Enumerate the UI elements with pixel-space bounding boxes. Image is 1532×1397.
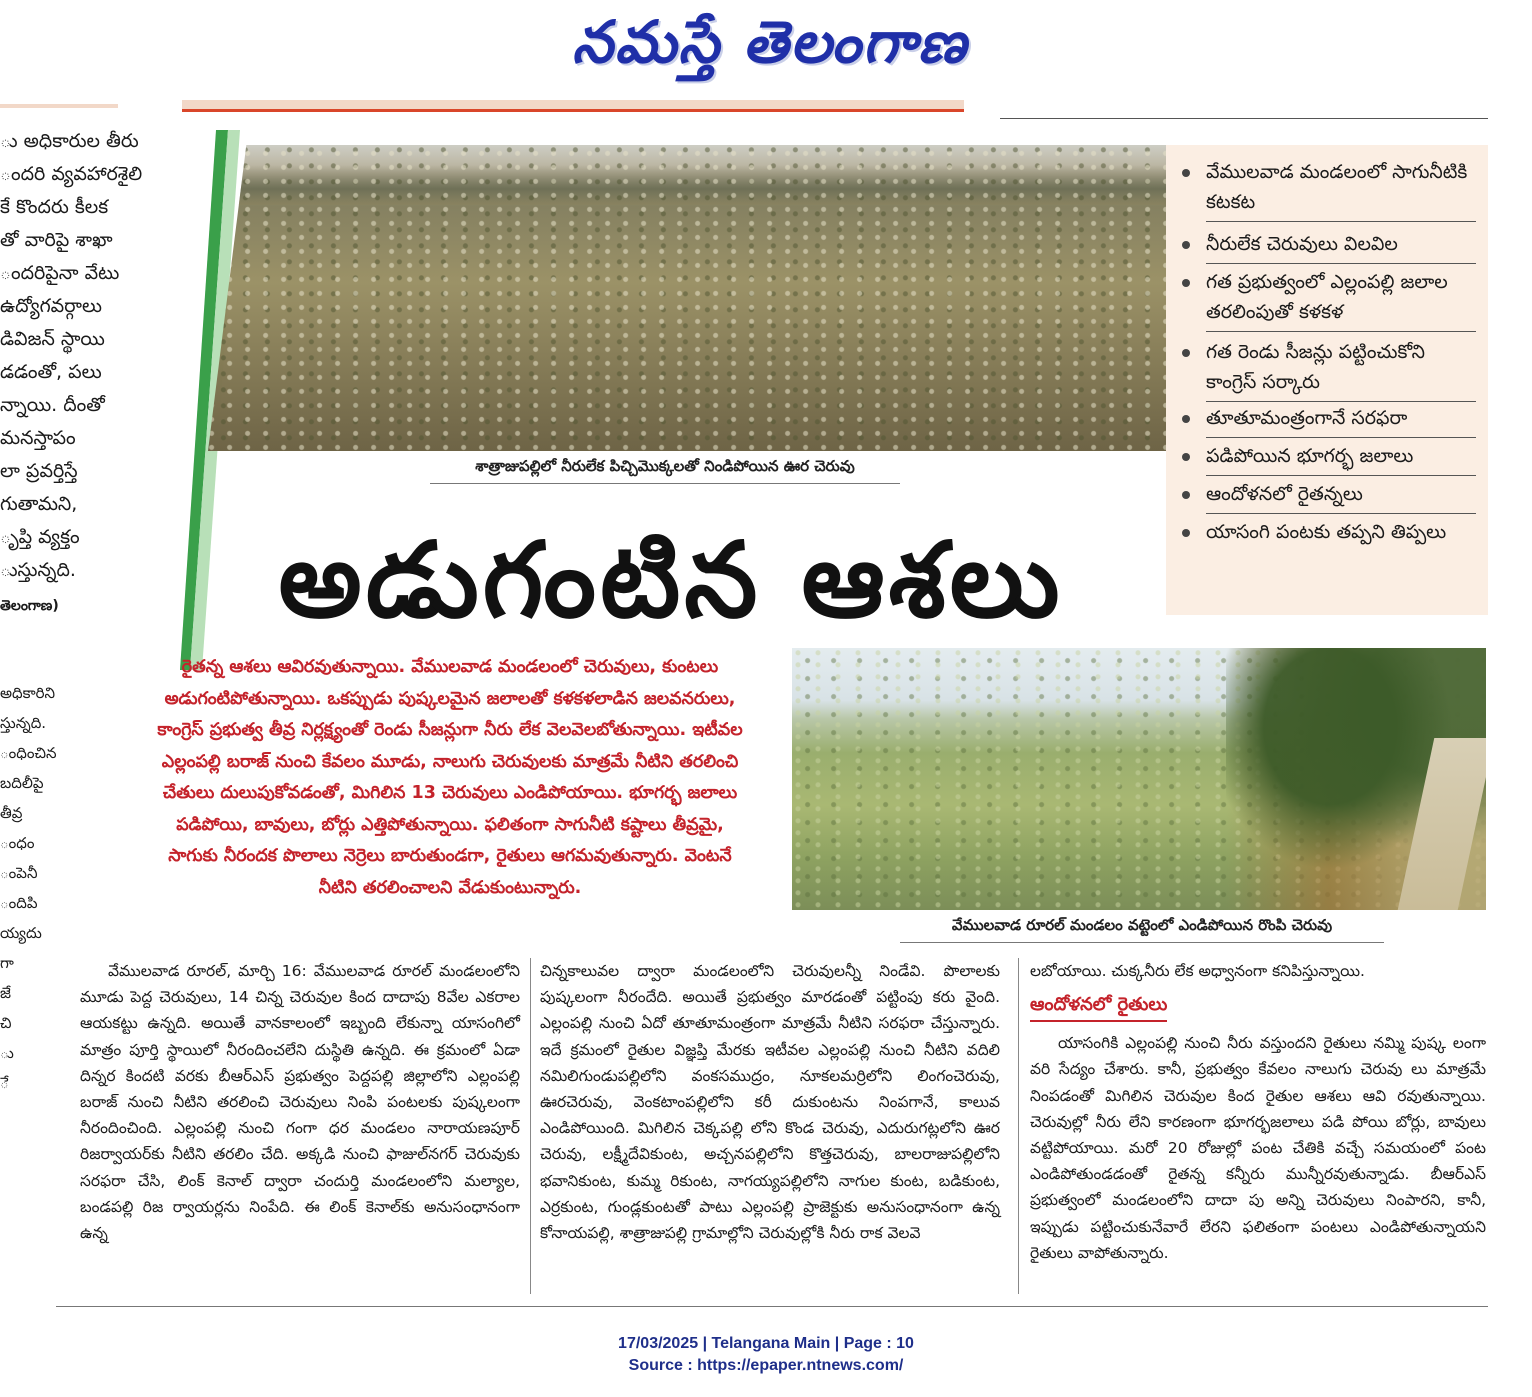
body-column-2 <box>540 958 1000 1246</box>
left-small-line: స్తున్నది. <box>0 714 47 732</box>
highlight-item <box>1182 267 1476 332</box>
left-small-line: తీవ్ర <box>0 804 23 822</box>
bullet-icon <box>1182 241 1190 249</box>
footer-date-page: 17/03/2025 | Telangana Main | Page : 10 <box>618 1335 914 1352</box>
left-line: ందరిపైనా వేటు <box>0 262 120 284</box>
highlight-text: పడిపోయిన భూగర్భ జలాలు <box>1206 441 1476 476</box>
highlight-item <box>1182 229 1476 264</box>
left-small-line: ంధం <box>0 834 35 852</box>
column-divider <box>1018 958 1019 1294</box>
highlight-text: తూతూమంత్రంగానే సరఫరా <box>1206 403 1476 438</box>
left-small-line: ే <box>0 1074 9 1092</box>
masthead-rule-right <box>1000 118 1488 119</box>
highlight-item <box>1182 479 1476 514</box>
body-paragraph: యాసంగికి ఎల్లంపల్లి నుంచి నీరు వస్తుందని రైతులు నమ్మి పుష్క లంగా వరి సేద్యం చేశారు. కానీ, ప్రభుత్వం కేవలం నాలుగు చెరువు లు మాత్రమే నింపడంతో మిగిలిన చెరువుల కింద రైతుల ఆశలు ఆవి రవుతున్నాయి. చెరువుల్లో నీరు లేని కారణంగా భూగర్భజలాలు పడి పోయి బోర్లు, బావులు వట్టిపోయాయి. మరో 20 రోజుల్లో పంట చేతికి వచ్చే సమయంలో పంట ఎండిపోతుండడంతో రైతన్న కన్నీరు మున్నీరవుతున్నాడు. బీఆర్ఎస్ ప్రభుత్వంలో మండలంలోని దాదా పు అన్ని చెరువులు నింపారని, కానీ, ఇప్పుడు పట్టించుకునేవారే లేరని ఫలితంగా పంటలు ఎండిపోతున్నాయని రైతులు వాపోతున్నారు. <box>1030 1034 1486 1262</box>
highlight-text: నీరులేక చెరువులు విలవిల <box>1206 229 1476 264</box>
lake-photo-dry <box>792 648 1486 910</box>
left-small-line: జే <box>0 984 11 1002</box>
bottom-rule <box>56 1306 1488 1307</box>
left-line: ృప్తి వ్యక్తం <box>0 526 80 548</box>
highlight-item <box>1182 157 1476 222</box>
highlight-text: గత ప్రభుత్వంలో ఎల్లంపల్లి జలాల తరలింపుతో కళకళ <box>1206 267 1476 332</box>
footer-source: Source : https://epaper.ntnews.com/ <box>628 1357 904 1374</box>
subheading: ఆందోళనలో రైతులు <box>1030 990 1167 1022</box>
body-paragraph: చిన్నకాలువల ద్వారా మండలంలోని చెరువులన్నీ నిండేవి. పొలాలకు పుష్కలంగా నీరందేది. అయితే ప్రభుత్వం మారడంతో పట్టింపు కరు వైంది. ఎల్లంపల్లి నుంచి ఏదో తూతూమంత్రంగా మాత్రమే నీటిని సరఫరా చేస్తున్నారు. ఇదే క్రమంలో రైతుల విజ్ఞప్తి మేరకు ఇటీవల ఎల్లంపల్లి నుంచి నీటిని వదిలి నమిలిగుండుపల్లిలోని వంకసముద్రం, నూకలమర్రిలోని లింగంచెరువు, ఊరచెరువు, వెంకటాంపల్లిలోని కరీ దుకుంటను నింపగానే, కాలువ ఎండిపోయింది. మిగిలిన చెక్కపల్లి లోని కొండ చెరువు, ఎదురుగట్లలోని ఊర చెరువు, లక్ష్మీదేవికుంట, అచ్చనపల్లిలోని కొత్తచెరువు, బాలరాజుపల్లిలోని భవానికుంట, కుమ్మ రికుంట, నాగయ్యపల్లిలోని నాగుల కుంట, బడికుంట, ఎర్రకుంట, గుండ్లకుంటతో పాటు ఎల్లంపల్లి ప్రాజెక్టుకు అనుసంధానంగా ఉన్న కోనాయపల్లి, శాత్రాజుపల్లి గ్రామాల్లోని చెరువుల్లోకి నీరు రాక వెలవె <box>540 962 1001 1243</box>
highlight-item <box>1182 517 1476 551</box>
body-column-1 <box>80 958 520 1246</box>
highlight-text: ఆందోళనలో రైతన్నలు <box>1206 479 1476 514</box>
left-credit: తెలంగాణ) <box>0 598 59 614</box>
left-small-line: య్యదు <box>0 924 42 942</box>
footer <box>0 1333 1532 1377</box>
left-small-line: ందిపి <box>0 894 38 912</box>
left-line: కే కొందరు కీలక <box>0 196 109 218</box>
bullet-icon <box>1182 415 1190 423</box>
highlight-text: గత రెండు సీజన్లు పట్టించుకోని కాంగ్రెస్ సర్కారు <box>1206 337 1476 402</box>
bullet-icon <box>1182 169 1190 177</box>
bullet-icon <box>1182 349 1190 357</box>
left-small-line: అధికారిని <box>0 684 56 702</box>
left-line: ందరి వ్యవహారశైలి <box>0 163 143 185</box>
left-line: గుతామని, <box>0 493 78 515</box>
highlights-box <box>1166 145 1488 615</box>
left-line: ఉద్యోగవర్గాలు <box>0 295 103 317</box>
highlight-item <box>1182 403 1476 438</box>
left-small-line: బదిలీపై <box>0 774 44 792</box>
bullet-icon <box>1182 529 1190 537</box>
body-paragraph: వేములవాడ రూరల్, మార్చి 16: వేములవాడ రూరల్ మండలంలోని మూడు పెద్ద చెరువులు, 14 చిన్న చెరువుల కింద దాదాపు 8వేల ఎకరాల ఆయకట్టు ఉన్నది. అయితే వానకాలంలో ఇబ్బంది లేకున్నా యాసంగిలో మాత్రం పూర్తి స్థాయిలో నీరందించలేని దుస్థితి ఉన్నది. ఈ క్రమంలో ఏడా దిన్నర కిందటి వరకు బీఆర్ఎస్ ప్రభుత్వం పెద్దపల్లి జిల్లాలోని ఎల్లంపల్లి బరాజ్ నుంచి నీటిని తరలించి చెరువులు నింపి పంటలకు పుష్కలంగా నీరందించింది. ఎల్లంపల్లి నుంచి గంగా ధర మండలం నారాయణపూర్ రిజర్వాయర్‌కు నీటిని తరలిం చేది. అక్కడి నుంచి ఫాజుల్‌నగర్ చెరువుకు సరఫరా చేసి, లింక్ కెనాల్ ద్వారా చందుర్తి మండలంలోని మల్యాల, బండపల్లి రిజ ర్వాయర్లను నింపేది. ఈ లింక్ కెనాల్‌కు అనుసంధానంగా ఉన్న <box>80 962 520 1243</box>
left-small-line: చి <box>0 1014 12 1032</box>
masthead-title: నమస్తే తెలంగాణ <box>572 8 968 76</box>
highlight-item <box>1182 337 1476 402</box>
left-small-line: ంపెనీ <box>0 864 38 882</box>
body-paragraph: లబోయాయి. చుక్కనీరు లేక అధ్వానంగా కనిపిస్తున్నాయి. <box>1030 962 1365 980</box>
headline: అడుగంటిన ఆశలు <box>278 519 1064 641</box>
highlight-text: యాసంగి పంటకు తప్పని తిప్పలు <box>1206 521 1447 543</box>
masthead-bar <box>182 100 964 112</box>
bullet-icon <box>1182 491 1190 499</box>
left-line: మనస్తాపం <box>0 427 76 449</box>
bullet-icon <box>1182 279 1190 287</box>
left-line: ుస్తున్నది. <box>0 559 76 581</box>
left-line: తో వారిపై శాఖా <box>0 229 113 251</box>
left-line: న్నాయి. దీంతో <box>0 394 105 416</box>
left-small-line: ంధించిన <box>0 744 57 762</box>
left-small-line: ు <box>0 1044 14 1062</box>
left-line: డడంతో, పలు <box>0 361 102 383</box>
bullet-icon <box>1182 453 1190 461</box>
lead-paragraph: రైతన్న ఆశలు ఆవిరవుతున్నాయి. వేములవాడ మండలంలో చెరువులు, కుంటలు అడుగంటిపోతున్నాయి. ఒకప్పుడు పుష్కలమైన జలాలతో కళకళలాడిన జలవనరులు, కాంగ్రెస్ ప్రభుత్వ తీవ్ర నిర్లక్ష్యంతో రెండు సీజన్లుగా నీరు లేక వెలవెలబోతున్నాయి. ఇటీవల ఎల్లంపల్లి బరాజ్ నుంచి కేవలం మూడు, నాలుగు చెరువులకు మాత్రమే నీటిని తరలించి చేతులు దులుపుకోవడంతో, మిగిలిన 13 చెరువులు ఎండిపోయాయి. భూగర్భ జలాలు పడిపోయి, బావులు, బోర్లు ఎత్తిపోతున్నాయి. ఫలితంగా సాగునీటి కష్టాలు తీవ్రమై, సాగుకు నీరందక పొలాలు నెర్రెలు బారుతుండగా, రైతులు ఆగమవుతున్నారు. వెంటనే నీటిని తరలించాలని వేడుకుంటున్నారు. <box>157 657 743 898</box>
left-line: డివిజన్ స్థాయి <box>0 328 105 350</box>
column-divider <box>530 958 531 1294</box>
left-line: లా ప్రవర్తిస్తే <box>0 460 78 482</box>
lake-photo-overgrown <box>208 145 1166 451</box>
masthead-rule-left <box>0 104 118 108</box>
photo2-caption: వేములవాడ రూరల్ మండలం వట్టెంలో ఎండిపోయిన రొంపి చెరువు <box>900 916 1384 943</box>
left-small-line: గా <box>0 954 14 972</box>
highlight-item <box>1182 441 1476 476</box>
body-column-3 <box>1030 958 1486 1266</box>
left-line: ు అధికారుల తీరు <box>0 130 139 152</box>
photo1-caption: శాత్రాజుపల్లిలో నీరులేక పిచ్చిమొక్కలతో నిండిపోయిన ఊర చెరువు <box>430 457 900 484</box>
highlight-text: వేములవాడ మండలంలో సాగునీటికి కటకట <box>1206 157 1476 222</box>
